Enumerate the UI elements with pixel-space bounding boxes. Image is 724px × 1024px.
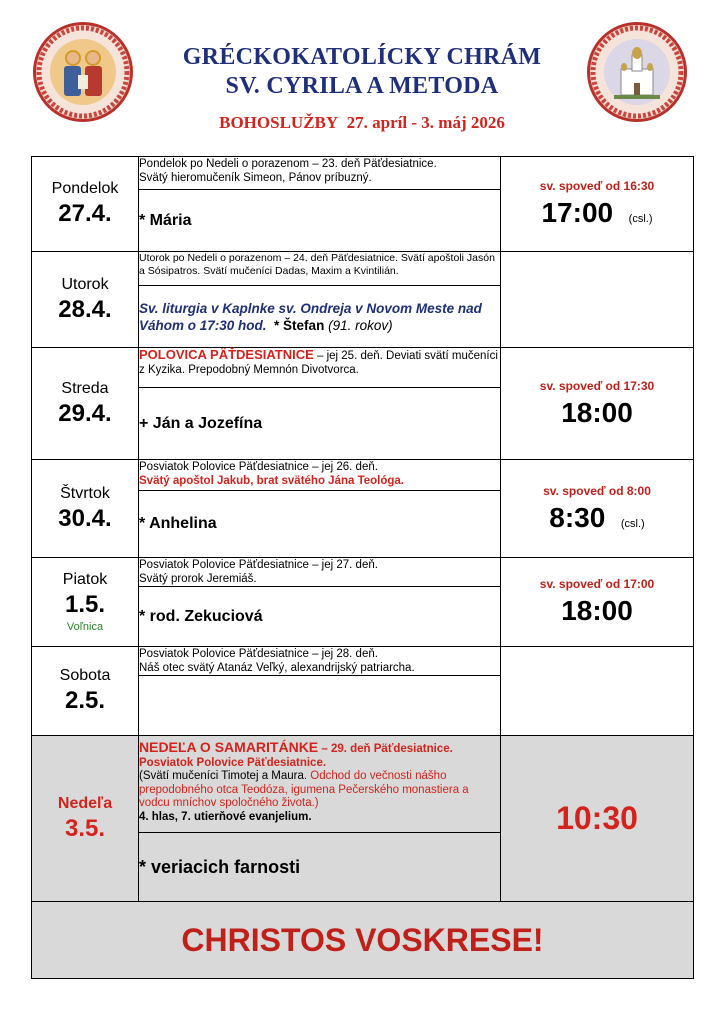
feast-title: NEDEĽA O SAMARITÁNKE	[139, 739, 319, 755]
mass-intention: * Mária	[139, 190, 501, 252]
saint-commemoration: Svätý apoštol Jakub, brat svätého Jána Teológa.	[139, 475, 405, 487]
mass-intention: + Ján a Jozefína	[139, 388, 501, 460]
day-cell	[32, 157, 139, 252]
info-line: Posviatok Polovice Päťdesiatnice – jej 26. deň.	[139, 461, 378, 473]
liturgical-info	[139, 558, 501, 587]
day-date: 28.4.	[58, 295, 112, 323]
schedule-row	[32, 558, 694, 587]
day-date: 30.4.	[58, 504, 112, 532]
day-cell	[32, 252, 139, 348]
day-date: 3.5.	[64, 814, 106, 842]
schedule-row	[32, 647, 694, 676]
day-off-note: Voľnica	[66, 621, 104, 633]
mass-intention	[139, 676, 501, 736]
liturgical-info	[139, 736, 501, 833]
day-cell	[32, 348, 139, 460]
mass-intention: * veriacich farnosti	[139, 833, 501, 902]
day-name: Pondelok	[51, 180, 119, 197]
confession-time: sv. spoveď od 8:00	[543, 483, 651, 498]
language-note: (csl.)	[628, 213, 653, 225]
saints-line: (Svätí mučeníci Timotej a Maura.	[139, 770, 308, 782]
day-name: Štvrtok	[60, 484, 110, 502]
day-name: Sobota	[59, 667, 111, 684]
time-cell	[501, 157, 694, 252]
services-date-range	[140, 113, 584, 133]
confession-time: sv. spoveď od 17:30	[539, 378, 655, 393]
liturgy-note	[139, 286, 501, 348]
info-line: Pondelok po Nedeli o porazenom – 23. deň Päťdesiatnice.	[139, 158, 437, 170]
service-time: 17:00	[541, 197, 614, 228]
header	[0, 0, 724, 150]
liturgical-info	[139, 157, 501, 190]
church-building-logo	[587, 22, 687, 122]
service-time: 10:30	[556, 800, 638, 836]
service-time: 18:00	[561, 595, 633, 626]
saints-icon-logo	[33, 22, 133, 122]
easter-greeting: CHRISTOS VOSKRESE!	[32, 902, 694, 979]
day-cell	[32, 558, 139, 647]
schedule-row	[32, 252, 694, 286]
confession-time: sv. spoveď od 16:30	[539, 179, 655, 193]
day-name: Streda	[61, 379, 109, 397]
confession-time: sv. spoveď od 17:00	[539, 577, 655, 591]
services-label: BOHOSLUŽBY	[219, 113, 339, 132]
schedule-row	[32, 348, 694, 388]
liturgical-info	[139, 647, 501, 676]
info-line: Svätý hieromučeník Simeon, Pánov príbuzný.	[139, 172, 372, 184]
schedule-table	[31, 156, 694, 979]
day-cell	[32, 736, 139, 902]
day-date: 29.4.	[58, 399, 112, 427]
day-name: Piatok	[62, 571, 108, 588]
day-cell	[32, 460, 139, 558]
info-line: Posviatok Polovice Päťdesiatnice – jej 28. deň.	[139, 648, 378, 660]
day-date: 2.5.	[64, 687, 106, 714]
liturgical-info	[139, 460, 501, 491]
time-cell	[501, 348, 694, 460]
feast-title: POLOVICA PÄŤDESIATNICE	[139, 347, 314, 362]
schedule-row	[32, 736, 694, 833]
info-line: Svätý prorok Jeremiáš.	[139, 573, 257, 585]
day-date: 27.4.	[58, 200, 112, 227]
saints-line-red: Odchod do večnosti nášho prepodobného otca Teodóza, igumena Pečerského monastiera a vodcu mníchov spoločného života.)	[139, 770, 469, 809]
time-cell	[501, 460, 694, 558]
mass-intention: * rod. Zekuciová	[139, 587, 501, 647]
feast-suffix: – 29. deň Päťdesiatnice. Posviatok Polovice Päťdesiatnice.	[139, 743, 453, 769]
church-title-line1: GRÉCKOKATOLÍCKY CHRÁM	[182, 44, 542, 70]
day-name: Nedeľa	[57, 794, 113, 812]
intention-age: (91. rokov)	[328, 317, 393, 333]
service-time: 18:00	[561, 396, 633, 428]
mass-intention: * Anhelina	[139, 491, 501, 558]
info-line: – jej 25. deň. Deviati svätí mučeníci z Kyzika. Prepodobný Memnón Divotvorca.	[139, 350, 498, 376]
liturgical-info	[139, 348, 501, 388]
liturgy-location: Sv. liturgia v Kaplnke sv. Ondreja v Novom Meste nad Váhom o 17:30 hod.	[139, 300, 482, 333]
tone-gospel: 4. hlas, 7. utierňové evanjelium.	[139, 810, 312, 823]
date-range: 27. apríl - 3. máj 2026	[346, 113, 505, 132]
time-cell	[501, 558, 694, 647]
time-cell	[501, 736, 694, 902]
intention-name: * Štefan	[274, 317, 325, 333]
church-title-line2: SV. CYRILA A METODA	[225, 73, 499, 99]
day-cell	[32, 647, 139, 736]
schedule-row	[32, 157, 694, 190]
time-cell	[501, 252, 694, 348]
info-line: Posviatok Polovice Päťdesiatnice – jej 27. deň.	[139, 559, 378, 571]
liturgical-info	[139, 252, 501, 286]
info-line: Utorok po Nedeli o porazenom – 24. deň Päťdesiatnice. Svätí apoštoli Jasón a Sósipatros. Svätí mučeníci Dadas, Maxim a Kvintilián.	[139, 252, 495, 277]
service-time: 8:30	[549, 501, 606, 533]
schedule-row	[32, 460, 694, 491]
footer-row	[32, 902, 694, 979]
day-date: 1.5.	[64, 591, 106, 618]
language-note: (csl.)	[620, 517, 645, 530]
info-line: Náš otec svätý Atanáz Veľký, alexandrijský patriarcha.	[139, 662, 415, 674]
time-cell	[501, 647, 694, 736]
day-name: Utorok	[61, 275, 109, 293]
